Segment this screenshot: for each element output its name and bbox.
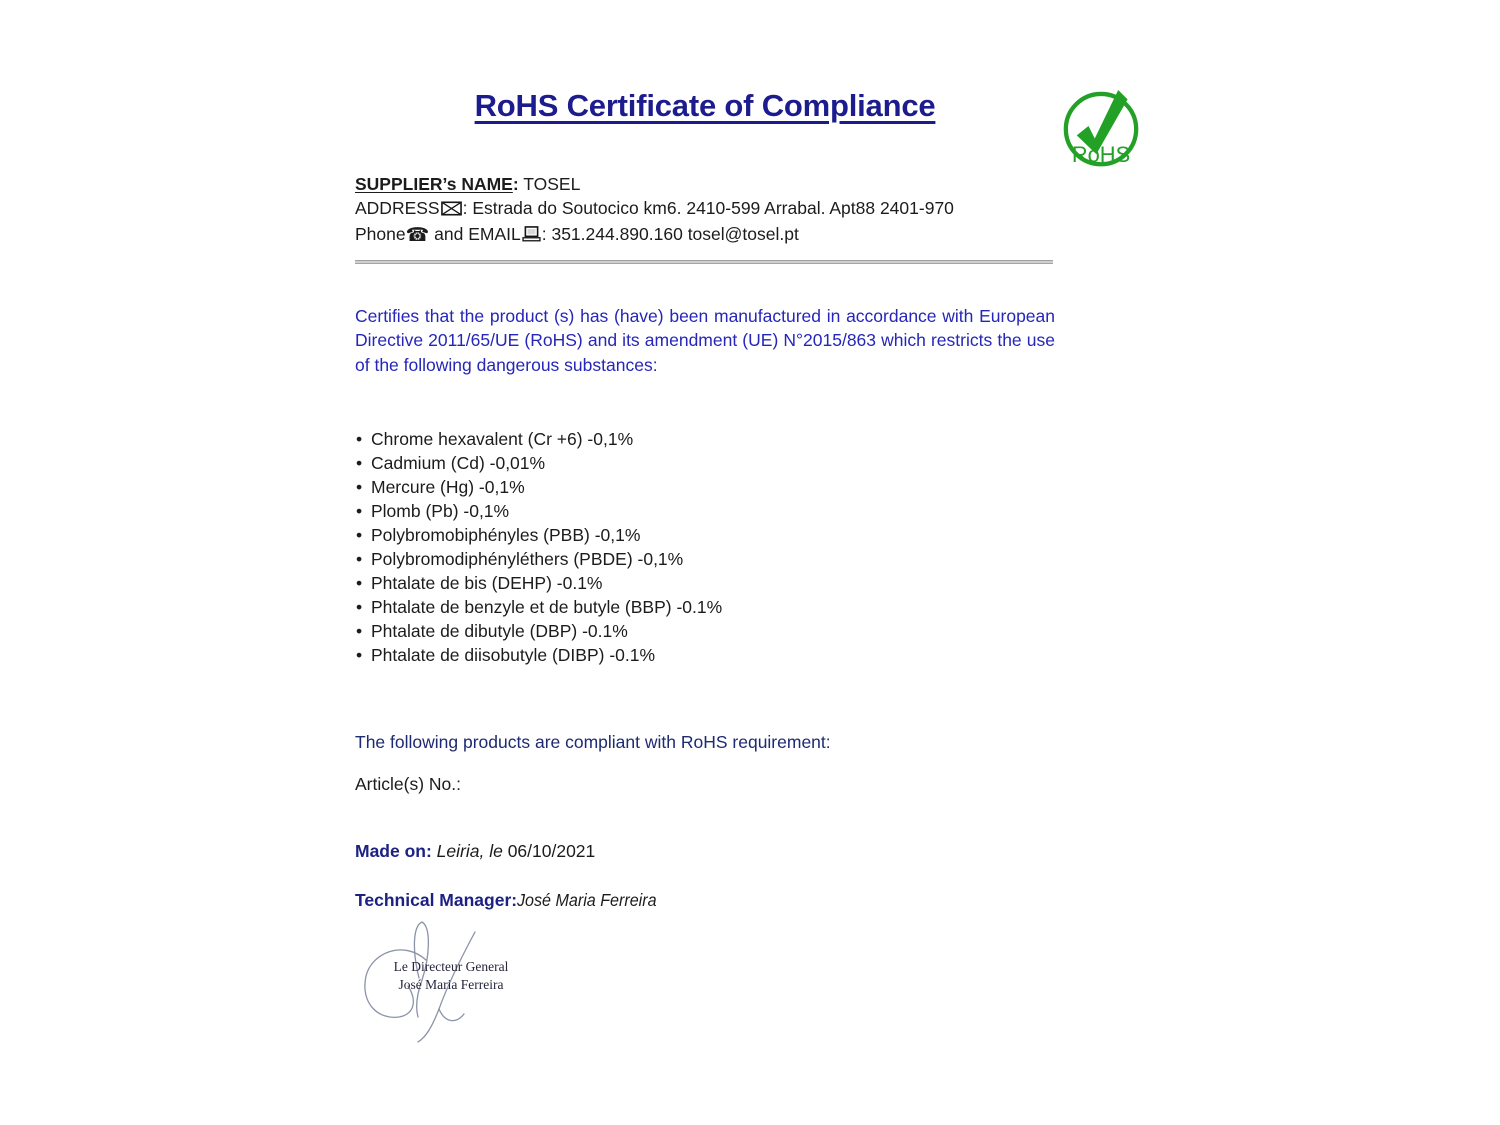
made-on-label: Made on: — [355, 841, 432, 861]
phone-label: Phone — [355, 224, 406, 244]
computer-icon — [522, 224, 541, 248]
compliance-statement: The following products are compliant with RoHS requirement: — [355, 732, 831, 752]
rohs-logo-graphic — [1051, 78, 1151, 188]
rohs-logo — [1051, 78, 1151, 188]
manager-name: José Maria Ferreira — [517, 890, 657, 910]
phone-icon: ☎ — [405, 225, 430, 246]
signature-block — [356, 914, 568, 1059]
made-on-date: 06/10/2021 — [502, 841, 596, 861]
supplier-name-value: TOSEL — [518, 174, 581, 194]
address-label: ADDRESS — [355, 198, 440, 218]
supplier-name-colon: : — [512, 174, 519, 194]
supplier-contact-line — [355, 222, 1065, 248]
substance-item: • Phtalate de benzyle et de butyle (BBP) -0.1% — [355, 595, 1055, 619]
substance-item: • Polybromobiphényles (PBB) -0,1% — [355, 523, 1055, 547]
supplier-address-line — [355, 196, 1065, 222]
supplier-name-label: SUPPLIER’s NAME — [355, 174, 513, 194]
envelope-icon — [441, 198, 462, 222]
signature-text — [366, 958, 536, 994]
email-label: and EMAIL — [429, 224, 521, 244]
manager-label: Technical Manager: — [355, 890, 518, 910]
technical-manager-line — [355, 890, 1055, 911]
articles-label: Article(s) No.: — [355, 774, 461, 794]
made-on-line — [355, 841, 1055, 862]
section-divider — [355, 260, 1053, 264]
substance-item: • Mercure (Hg) -0,1% — [355, 475, 1055, 499]
page-title: RoHS Certificate of Compliance — [474, 88, 936, 123]
substances-list — [355, 427, 1055, 667]
title-area — [355, 88, 1055, 124]
supplier-name-line — [355, 172, 1065, 196]
substance-item: • Phtalate de diisobutyle (DIBP) -0.1% — [355, 643, 1055, 667]
substance-item: • Chrome hexavalent (Cr +6) -0,1% — [355, 427, 1055, 451]
substance-item: • Polybromodiphényléthers (PBDE) -0,1% — [355, 547, 1055, 571]
substance-item: • Phtalate de bis (DEHP) -0.1% — [355, 571, 1055, 595]
address-value: : Estrada do Soutocico km6. 2410-599 Arrabal. Apt88 2401-970 — [462, 198, 954, 218]
substance-item: • Cadmium (Cd) -0,01% — [355, 451, 1055, 475]
signature-name: José Maria Ferreira — [398, 977, 504, 992]
certification-paragraph: Certifies that the product (s) has (have) been manufactured in accordance with European Directive 2011/65/UE (RoHS) and its amendment (UE) N°2015/863 which restricts the use of the following dangerous substances: — [355, 306, 1055, 375]
contact-value: : 351.244.890.160 tosel@tosel.pt — [541, 224, 799, 244]
substance-item: • Phtalate de dibutyle (DBP) -0.1% — [355, 619, 1055, 643]
supplier-info — [355, 172, 1065, 248]
signature-title: Le Directeur General — [393, 959, 509, 974]
logo-text: RoHS — [1071, 141, 1131, 167]
substance-item: • Plomb (Pb) -0,1% — [355, 499, 1055, 523]
made-on-place: Leiria, le — [431, 841, 503, 861]
